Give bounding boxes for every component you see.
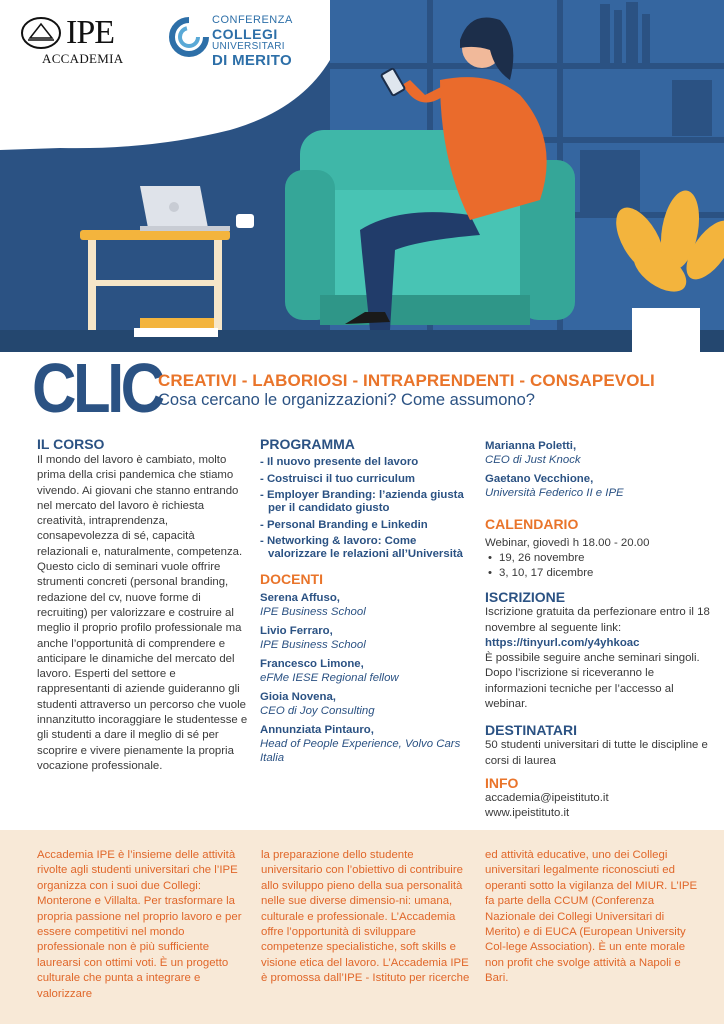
ccum-ring-icon (168, 16, 210, 58)
program-item: - Personal Branding e Linkedin (260, 518, 428, 531)
ipe-logo-name: IPE (66, 14, 114, 51)
program-list (260, 456, 475, 561)
footer-band (0, 830, 724, 1024)
ipe-logo-sub: ACCADEMIA (42, 51, 124, 66)
course-description: Il mondo del lavoro è cambiato, molto prima della crisi pandemica che stiamo vivendo. Ai giovani che stanno entrando nel mercato del lavoro è richiesta creatività, intraprendenza, consapevolezza di sé, capacità relazionali e, naturalmente, competenza. Questo ciclo di seminari vuole offrire strumenti concreti (personal branding, redazione del cv, nuove forme di recruiting) per valorizzare e costruire al meglio il proprio profilo professionale ma anche l’opportunità di comprendere e anticipare le dinamiche del mercato del lavoro. Esperti del settore e rappresentanti di aziende guideranno gli studenti attraverso un percorso che vuole innanzitutto incoraggiare le studentesse e gli studenti a dare il meglio di sé per scoprire e vivere pienamente la propria vocazione professionale. (37, 454, 248, 772)
ipe-emblem-icon (20, 16, 62, 50)
calendar-date: • 3, 10, 17 dicembre (485, 566, 710, 581)
registration-text (485, 605, 710, 712)
audience-heading: DESTINATARI (485, 722, 578, 739)
program-item: - Costruisci il tuo curriculum (260, 472, 416, 485)
registration-heading: ISCRIZIONE (485, 589, 566, 606)
footer-text-col3: ed attività educative, uno dei Collegi universitari legalmente riconosciuti ed operanti sotto la vigilanza del MIUR. L’IPE fa parte della CCUM (Conferenza Nazionale dei Collegi Universitari di Merito) e di EUCA (European University Col-lege Association). È un ente morale non profit che svolge attività a Napoli e Bari. (485, 849, 698, 985)
course-column (37, 436, 249, 774)
program-item: - Il nuovo presente del lavoro (260, 456, 419, 468)
teacher-role: IPE Business School (260, 639, 366, 651)
teacher-entry (260, 591, 475, 619)
teacher-role: eFMe IESE Regional fellow (260, 672, 399, 684)
footer-text-col1: Accademia IPE è l’insieme delle attività rivolte agli studenti universitari che l’IPE organizza con i suoi due Collegi: Monterone e Villalta. Per trasformare la propria passione nel proprio lavoro e per essere competitivi nel mondo professionale non è più sufficiente laurearsi con ottimi voti. È un progetto culturale che punta a integrare e valorizzare (37, 849, 242, 1000)
program-item: - Employer Branding: l’azienda giusta per il candidato giusto (260, 489, 464, 514)
hero-illustration (0, 0, 724, 352)
teacher-entry (260, 690, 475, 718)
footer-text-col2: la preparazione dello studente universitario con l’obiettivo di contribuire allo sviluppo pieno della sua personalità nelle sue diverse dimensio-ni: umana, culturale e professionale. L’Accademia offre l’opportunità di sviluppare competenze specialistiche, soft skills e visione etica del lavoro. L’Accademia IPE è promossa dall’IPE - Istituto per ricerche (261, 849, 470, 985)
info-column (485, 436, 710, 822)
ccum-logo-line3: UNIVERSITARI (212, 41, 285, 52)
audience-text: 50 studenti universitari di tutte le discipline e corsi di laurea (485, 739, 708, 767)
ccum-logo-line1: CONFERENZA (212, 14, 293, 26)
course-heading: IL CORSO (37, 436, 105, 452)
teacher-role: CEO di Just Knock (485, 454, 581, 466)
teacher-name: Annunziata Pintauro, (260, 724, 374, 736)
teacher-entry (485, 439, 710, 467)
teacher-role: IPE Business School (260, 606, 366, 618)
ccum-logo-line2: COLLEGI (212, 26, 278, 42)
teachers-heading: DOCENTI (260, 571, 323, 587)
info-website[interactable]: www.ipeistituto.it (485, 807, 570, 820)
program-item: - Networking & lavoro: Come valorizzare le relazioni all’Università (260, 535, 463, 560)
teacher-entry (260, 624, 475, 652)
ipe-logo (20, 16, 142, 68)
teacher-role: CEO di Joy Consulting (260, 705, 375, 717)
registration-notes: È possibile seguire anche seminari singoli. Dopo l’iscrizione si riceveranno le informazioni tecniche per l’accesso al webinar. (485, 652, 700, 711)
teacher-name: Serena Affuso, (260, 592, 340, 604)
program-column (260, 436, 475, 765)
page-title: CLIC (32, 349, 162, 427)
title-subtitle: Cosa cercano le organizzazioni? Come assumono? (158, 391, 535, 409)
calendar-dates (485, 551, 710, 581)
program-heading: PROGRAMMA (260, 436, 355, 452)
calendar-intro: Webinar, giovedì h 18.00 - 20.00 (485, 537, 650, 549)
teacher-role: Università Federico II e IPE (485, 487, 624, 499)
calendar-date: • 19, 26 novembre (485, 551, 710, 566)
teacher-role: Head of People Experience, Volvo Cars Italia (260, 738, 461, 764)
info-email[interactable]: accademia@ipeistituto.it (485, 791, 609, 804)
teacher-name: Marianna Poletti, (485, 440, 577, 452)
ccum-logo-line4: DI MERITO (212, 52, 292, 69)
title-tagline: CREATIVI - LABORIOSI - INTRAPRENDENTI - CONSAPEVOLI (158, 371, 655, 390)
teacher-name: Gioia Novena, (260, 691, 336, 703)
teacher-entry (260, 723, 475, 765)
calendar-heading: CALENDARIO (485, 516, 579, 532)
ccum-logo (168, 14, 298, 70)
info-heading: INFO (485, 774, 519, 791)
teacher-name: Livio Ferraro, (260, 625, 333, 637)
registration-intro: Iscrizione gratuita da perfezionare entro il 18 novembre al seguente link: (485, 606, 710, 634)
teacher-entry (260, 657, 475, 685)
teacher-name: Francesco Limone, (260, 658, 364, 670)
teacher-name: Gaetano Vecchione, (485, 473, 594, 485)
registration-link[interactable]: https://tinyurl.com/y4yhkoac (485, 636, 640, 649)
teacher-entry (485, 472, 710, 500)
teachers-list (260, 591, 475, 765)
